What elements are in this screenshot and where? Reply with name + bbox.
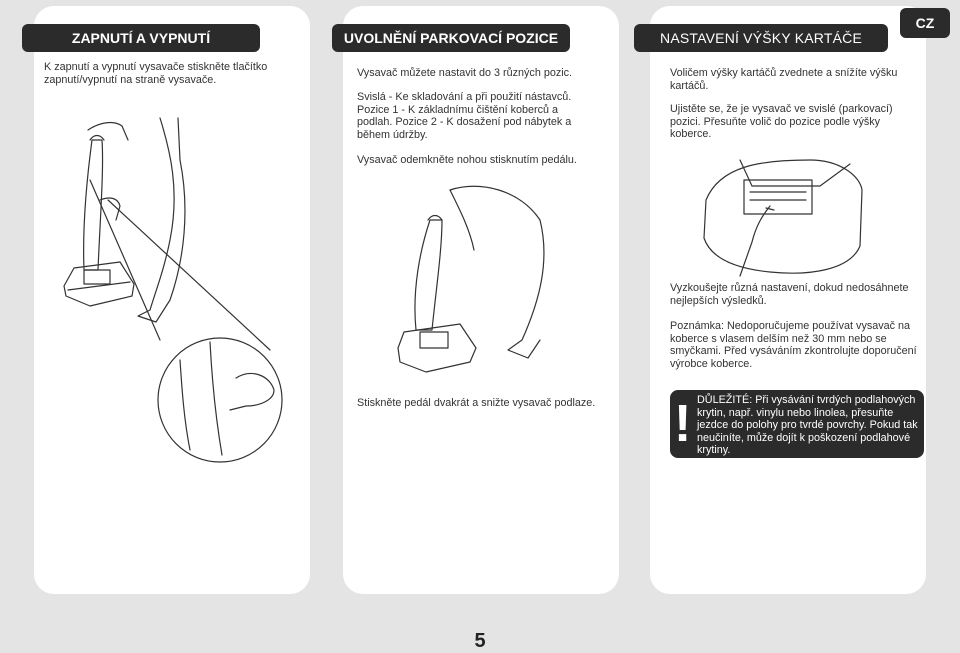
important-text: DŮLEŽITÉ: Při vysávání tvrdých podlahových krytin, např. vinylu nebo linolea, přesuňte jezdce do polohy pro tvrdé povrchy. Pokud tak neučiníte, může dojít k poškození podlahové krytiny. — [697, 394, 918, 457]
important-note — [670, 390, 924, 458]
parking-intro: Vysavač můžete nastavit do 3 různých pozic. — [357, 67, 573, 79]
brush-text-1: Voličem výšky kartáčů zvednete a snížíte výšku kartáčů. — [670, 67, 898, 92]
page-number: 5 — [474, 630, 486, 652]
brush-text-4: Poznámka: Nedoporučujeme používat vysavač na koberce s vlasem delším než 30 mm nebo se smyčkami. Před vysáváním zkontrolujte doporučení výrobce koberce. — [670, 320, 917, 370]
parking-pedal: Stiskněte pedál dvakrát a snižte vysavač podlaze. — [357, 397, 596, 409]
brush-text-3: Vyzkoušejte různá nastavení, dokud nedosáhnete nejlepších výsledků. — [670, 282, 909, 307]
power-text: K zapnutí a vypnutí vysavače stiskněte tlačítko zapnutí/vypnutí na straně vysavače. — [44, 61, 268, 86]
parking-unlock: Vysavač odemkněte nohou stisknutím pedálu. — [357, 154, 577, 166]
vacuum-hand-illustration — [60, 110, 300, 450]
parking-title: UVOLNĚNÍ PARKOVACÍ POZICE — [332, 24, 570, 52]
brush-selector-illustration — [700, 146, 870, 276]
brush-height-title: NASTAVENÍ VÝŠKY KARTÁČE — [634, 24, 888, 52]
brush-text-2: Ujistěte se, že je vysavač ve svislé (parkovací) pozici. Přesuňte volič do pozice podle výšky koberce. — [670, 103, 893, 141]
language-badge: CZ — [900, 8, 950, 38]
power-title: ZAPNUTÍ A VYPNUTÍ — [22, 24, 260, 52]
warning-icon: ! — [674, 395, 692, 453]
parking-positions: Svislá - Ke skladování a při použití nástavců. Pozice 1 - K základnímu čištění koberců a podlah. Pozice 2 - K dosažení pod nábytek a během údržby. — [357, 91, 572, 141]
vacuum-foot-illustration — [390, 180, 580, 390]
